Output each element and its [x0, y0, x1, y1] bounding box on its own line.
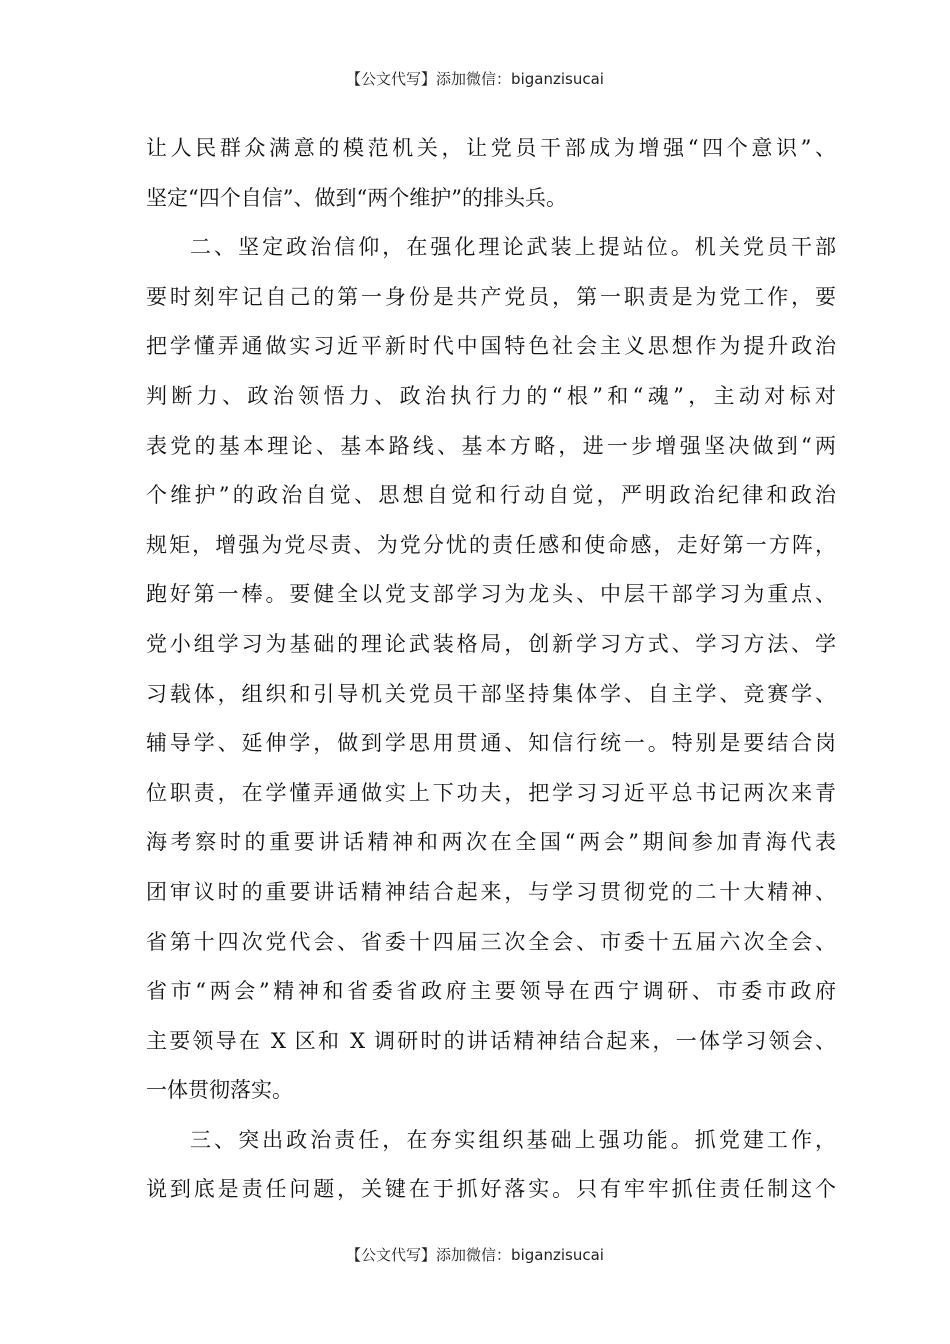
- text-line: 跑好第一棒。要健全以党支部学习为龙头、中层干部学习为重点、: [146, 582, 836, 607]
- text-line: 判断力、政治领悟力、政治执行力的“根”和“魂”，主动对标对: [146, 383, 836, 408]
- text-line: 让人民群众满意的模范机关，让党员干部成为增强“四个意识”、: [146, 136, 836, 160]
- text-line: 二、坚定政治信仰，在强化理论武装上提站位。机关党员干部: [190, 235, 836, 260]
- text-line: 要时刻牢记自己的第一身份是共产党员，第一职责是为党工作，要: [146, 284, 836, 309]
- document-body: [146, 124, 836, 1215]
- text-line: 团审议时的重要讲话精神结合起来，与学习贯彻党的二十大精神、: [146, 879, 836, 904]
- text-line: 主要领导在 X 区和 X 调研时的讲话精神结合起来，一体学习领会、: [146, 1028, 836, 1053]
- text-line: 党小组学习为基础的理论武装格局，创新学习方式、学习方法、学: [146, 631, 836, 656]
- text-line: 省市“两会”精神和省委省政府主要领导在西宁调研、市委市政府: [146, 979, 836, 1004]
- text-line: 习载体，组织和引导机关党员干部坚持集体学、自主学、竞赛学、: [146, 681, 836, 706]
- text-line: 位职责，在学懂弄通做实上下功夫，把学习习近平总书记两次来青: [146, 780, 836, 805]
- text-line: 说到底是责任问题，关键在于抓好落实。只有牢牢抓住责任制这个: [146, 1177, 836, 1202]
- page-header: 【公文代写】添加微信：biganzisucai: [346, 70, 604, 88]
- text-line: 辅导学、延伸学，做到学思用贯通、知信行统一。特别是要结合岗: [146, 731, 836, 756]
- text-line: 规矩，增强为党尽责、为党分忧的责任感和使命感，走好第一方阵，: [146, 532, 836, 557]
- text-line: 三、突出政治责任，在夯实组织基础上强功能。抓党建工作，: [190, 1127, 836, 1152]
- text-line: 把学懂弄通做实习近平新时代中国特色社会主义思想作为提升政治: [146, 334, 836, 359]
- text-line: 海考察时的重要讲话精神和两次在全国“两会”期间参加青海代表: [146, 830, 836, 855]
- text-line: 个维护”的政治自觉、思想自觉和行动自觉，严明政治纪律和政治: [146, 483, 836, 508]
- text-line: 表党的基本理论、基本路线、基本方略，进一步增强坚决做到“两: [146, 433, 836, 458]
- text-line: 坚定“四个自信”、做到“两个维护”的排头兵。: [146, 185, 567, 210]
- page-footer: 【公文代写】添加微信：biganzisucai: [346, 1246, 604, 1264]
- text-line: 一体贯彻落实。: [146, 1078, 293, 1103]
- text-line: 省第十四次党代会、省委十四届三次全会、市委十五届六次全会、: [146, 929, 836, 954]
